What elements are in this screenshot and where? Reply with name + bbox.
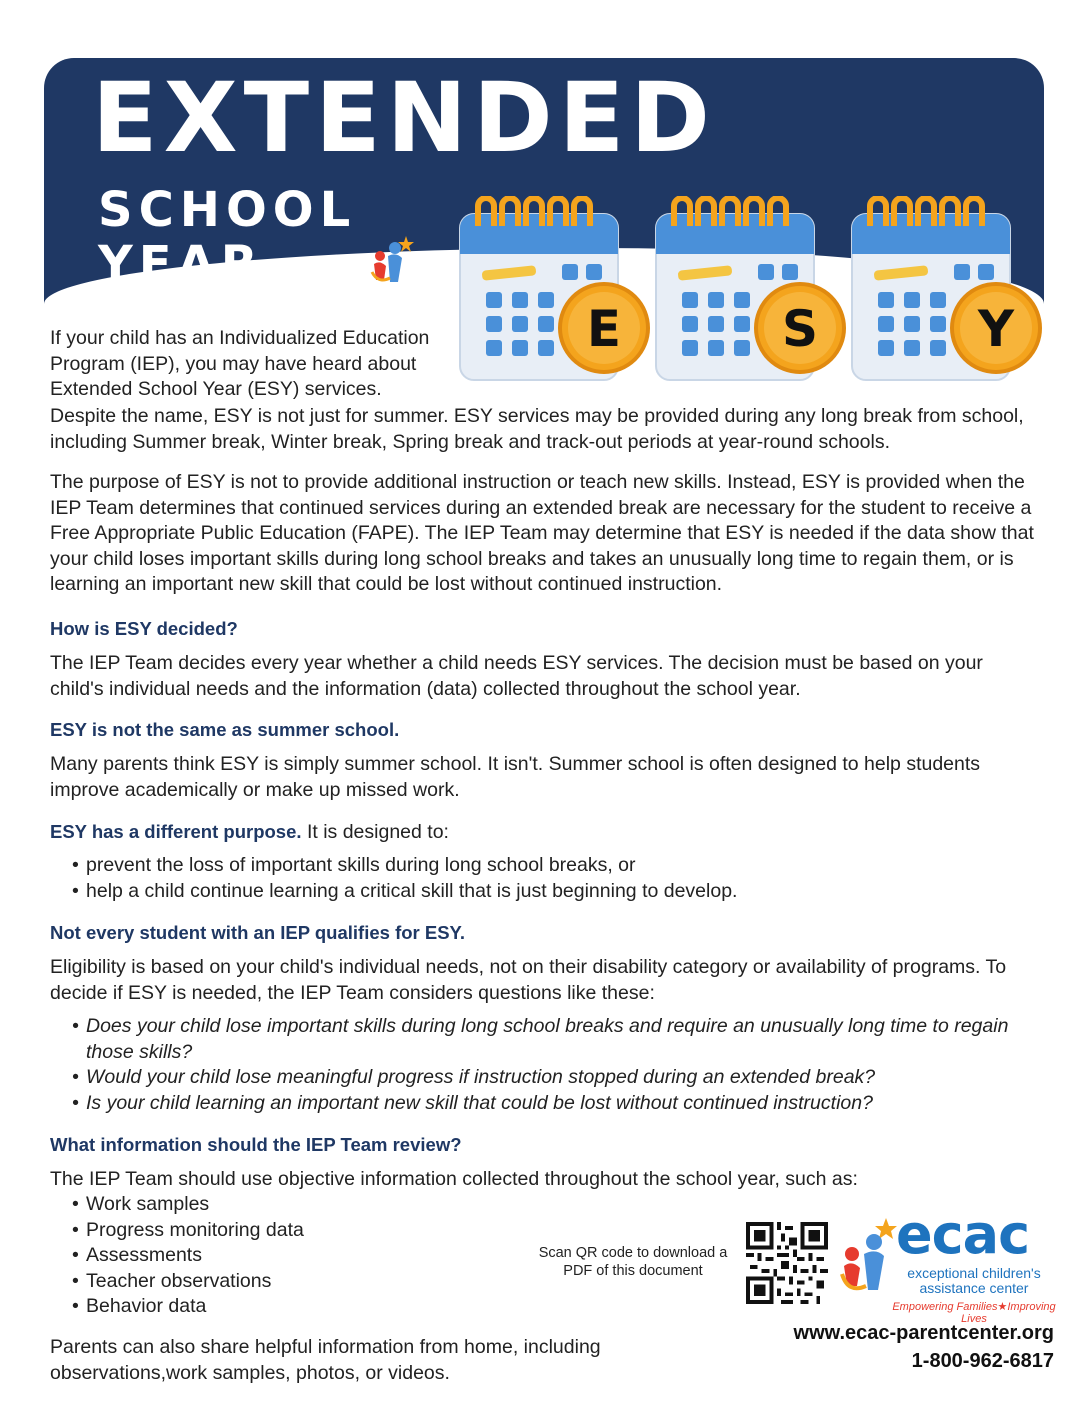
calendar-letter-e: E: [586, 300, 622, 358]
ecac-name-line2: assistance center: [919, 1280, 1029, 1296]
ecac-logo[interactable]: [838, 1203, 1058, 1325]
intro-paragraph-3: The purpose of ESY is not to provide additional instruction or teach new skills. Instead, ESY is provided when the IEP Team determines that continued services during an extended break are necessary for the student to receive a Free Appropriate Public Education (FAPE). The IEP Team may determine that ESY is needed if the data show that your child loses important skills during long school breaks and takes an unusually long time to regain them, or is learning an important new skill that could be lost without continued instruction.: [50, 471, 1034, 595]
purpose-list: [50, 853, 1040, 904]
ecac-tagline: Empowering Families★Improving Lives: [892, 1301, 1056, 1325]
list-item: • Is your child learning an important new skill that could be lost without continued instruction?: [50, 1091, 1010, 1117]
list-item: • prevent the loss of important skills during long school breaks, or: [50, 853, 1040, 879]
list-item: • Assessments: [50, 1243, 450, 1269]
list-item: • Does your child lose important skills during long school breaks and require an unusually long time to regain those skills?: [50, 1014, 1010, 1065]
list-item: • Teacher observations: [50, 1269, 450, 1295]
decided-paragraph: The IEP Team decides every year whether a child needs ESY services. The decision must be based on your child's individual needs and the information (data) collected throughout the school year.: [50, 652, 983, 700]
page-title: EXTENDED: [92, 62, 716, 174]
heading-not-every-student: Not every student with an IEP qualifies for ESY.: [50, 922, 465, 943]
purpose-line: [50, 819, 1040, 846]
heading-how-decided: How is ESY decided?: [50, 618, 238, 639]
intro-paragraph-1: If your child has an Individualized Education Program (IEP), you may have heard about Extended School Year (ESY) services.: [50, 327, 430, 400]
purpose-lead-text: It is designed to:: [301, 821, 449, 843]
ecac-figure-icon: [368, 234, 416, 286]
page-subtitle-year: YEAR: [98, 236, 264, 292]
ecac-name-line1: exceptional children's: [907, 1265, 1041, 1281]
list-item: • help a child continue learning a critical skill that is just beginning to develop.: [50, 879, 1040, 905]
closing-paragraph: Parents can also share helpful information from home, including observations,work samples, photos, or videos.: [50, 1336, 601, 1384]
heading-not-summer-school: ESY is not the same as summer school.: [50, 719, 400, 740]
qr-code-icon[interactable]: [746, 1222, 828, 1304]
qr-caption: Scan QR code to download a PDF of this document: [538, 1245, 728, 1279]
ecac-wordmark: ecac: [896, 1203, 1030, 1266]
website-link[interactable]: www.ecac-parentcenter.org: [793, 1322, 1054, 1344]
list-item: • Would your child lose meaningful progress if instruction stopped during an extended break?: [50, 1065, 1010, 1091]
list-item: • Behavior data: [50, 1294, 450, 1320]
calendar-s-icon: [652, 196, 852, 391]
calendar-y-icon: [848, 196, 1048, 391]
calendar-letter-y: Y: [977, 300, 1015, 358]
summer-paragraph: Many parents think ESY is simply summer school. It isn't. Summer school is often designed to help students improve academically or make up missed work.: [50, 753, 981, 801]
intro-paragraph-2: Despite the name, ESY is not just for summer. ESY services may be provided during any long break from school, including Summer break, Winter break, Spring break and track-out periods at year-round schools.: [50, 405, 1024, 453]
heading-different-purpose: ESY has a different purpose.: [50, 821, 302, 842]
calendar-e-icon: [456, 196, 656, 391]
qualify-paragraph: Eligibility is based on your child's individual needs, not on their disability category or availability of programs. To decide if ESY is needed, the IEP Team considers questions like these:: [50, 956, 1007, 1004]
heading-information-review: What information should the IEP Team review?: [50, 1134, 462, 1155]
list-item: • Progress monitoring data: [50, 1218, 450, 1244]
phone-number[interactable]: 1-800-962-6817: [911, 1350, 1054, 1372]
qualify-questions-list: [50, 1014, 1010, 1116]
list-item: • Work samples: [50, 1192, 450, 1218]
page-subtitle-school: SCHOOL: [98, 182, 357, 238]
review-list: [50, 1192, 450, 1320]
ecac-figures-icon: [838, 1216, 900, 1298]
calendar-letter-s: S: [781, 300, 819, 358]
review-paragraph: The IEP Team should use objective information collected throughout the school year, such as:: [50, 1168, 858, 1190]
